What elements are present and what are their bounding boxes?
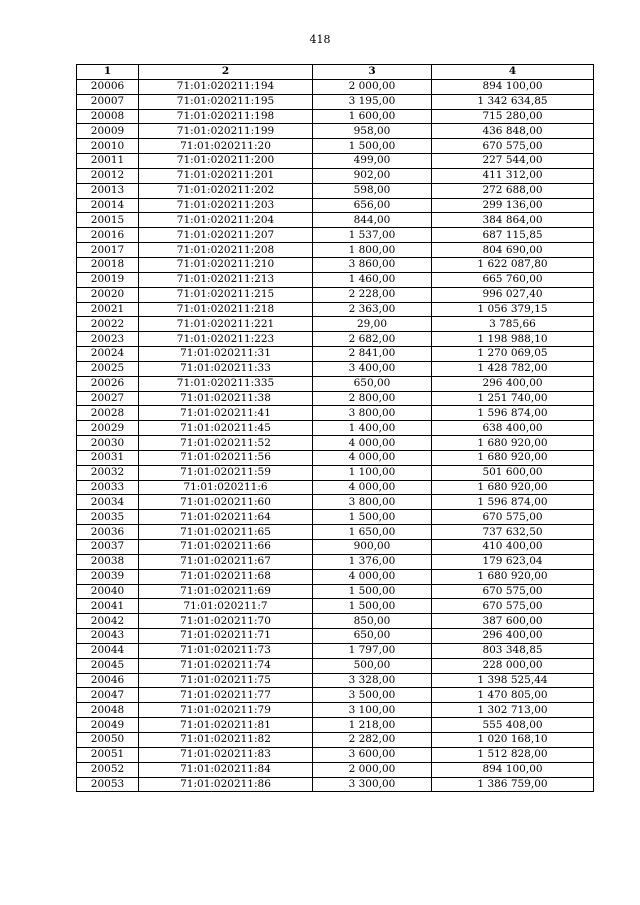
value-cell: 1 270 069,05 xyxy=(432,347,594,362)
cadastral-number-cell: 71:01:020211:203 xyxy=(139,198,313,213)
area-cell: 844,00 xyxy=(313,213,432,228)
row-number-cell: 20031 xyxy=(77,450,139,465)
cadastral-number-cell: 71:01:020211:56 xyxy=(139,450,313,465)
area-cell: 3 860,00 xyxy=(313,257,432,272)
area-cell: 3 500,00 xyxy=(313,688,432,703)
row-number-cell: 20021 xyxy=(77,302,139,317)
row-number-cell: 20018 xyxy=(77,257,139,272)
cadastral-number-cell: 71:01:020211:195 xyxy=(139,94,313,109)
cadastral-number-cell: 71:01:020211:74 xyxy=(139,658,313,673)
value-cell: 1 428 782,00 xyxy=(432,361,594,376)
area-cell: 1 500,00 xyxy=(313,510,432,525)
table-row xyxy=(77,732,594,747)
value-cell: 1 596 874,00 xyxy=(432,406,594,421)
table-body xyxy=(77,79,594,792)
cadastral-number-cell: 71:01:020211:335 xyxy=(139,376,313,391)
area-cell: 2 682,00 xyxy=(313,332,432,347)
value-cell: 1 680 920,00 xyxy=(432,569,594,584)
table-row xyxy=(77,718,594,733)
row-number-cell: 20053 xyxy=(77,777,139,792)
table-row xyxy=(77,139,594,154)
value-cell: 638 400,00 xyxy=(432,421,594,436)
row-number-cell: 20040 xyxy=(77,584,139,599)
table-row xyxy=(77,124,594,139)
cadastral-number-cell: 71:01:020211:73 xyxy=(139,643,313,658)
value-cell: 296 400,00 xyxy=(432,376,594,391)
table-row xyxy=(77,421,594,436)
cadastral-number-cell: 71:01:020211:194 xyxy=(139,79,313,94)
cadastral-number-cell: 71:01:020211:202 xyxy=(139,183,313,198)
column-header-2: 2 xyxy=(139,65,313,80)
row-number-cell: 20037 xyxy=(77,540,139,555)
cadastral-number-cell: 71:01:020211:70 xyxy=(139,614,313,629)
row-number-cell: 20009 xyxy=(77,124,139,139)
table-row xyxy=(77,213,594,228)
row-number-cell: 20024 xyxy=(77,347,139,362)
row-number-cell: 20047 xyxy=(77,688,139,703)
area-cell: 4 000,00 xyxy=(313,436,432,451)
row-number-cell: 20006 xyxy=(77,79,139,94)
table-row xyxy=(77,510,594,525)
table-row xyxy=(77,540,594,555)
cadastral-number-cell: 71:01:020211:71 xyxy=(139,629,313,644)
cadastral-number-cell: 71:01:020211:83 xyxy=(139,747,313,762)
cadastral-number-cell: 71:01:020211:77 xyxy=(139,688,313,703)
table-row xyxy=(77,228,594,243)
area-cell: 902,00 xyxy=(313,168,432,183)
table-row xyxy=(77,302,594,317)
area-cell: 3 400,00 xyxy=(313,361,432,376)
table-row xyxy=(77,569,594,584)
row-number-cell: 20026 xyxy=(77,376,139,391)
value-cell: 894 100,00 xyxy=(432,762,594,777)
value-cell: 411 312,00 xyxy=(432,168,594,183)
value-cell: 3 785,66 xyxy=(432,317,594,332)
cadastral-number-cell: 71:01:020211:84 xyxy=(139,762,313,777)
area-cell: 656,00 xyxy=(313,198,432,213)
value-cell: 1 398 525,44 xyxy=(432,673,594,688)
area-cell: 1 500,00 xyxy=(313,584,432,599)
area-cell: 1 797,00 xyxy=(313,643,432,658)
cadastral-number-cell: 71:01:020211:67 xyxy=(139,554,313,569)
table-row xyxy=(77,747,594,762)
cadastral-number-cell: 71:01:020211:38 xyxy=(139,391,313,406)
area-cell: 3 328,00 xyxy=(313,673,432,688)
cadastral-number-cell: 71:01:020211:31 xyxy=(139,347,313,362)
area-cell: 1 600,00 xyxy=(313,109,432,124)
area-cell: 3 300,00 xyxy=(313,777,432,792)
value-cell: 803 348,85 xyxy=(432,643,594,658)
row-number-cell: 20019 xyxy=(77,272,139,287)
area-cell: 3 800,00 xyxy=(313,406,432,421)
row-number-cell: 20038 xyxy=(77,554,139,569)
value-cell: 1 622 087,80 xyxy=(432,257,594,272)
area-cell: 1 460,00 xyxy=(313,272,432,287)
value-cell: 996 027,40 xyxy=(432,287,594,302)
row-number-cell: 20025 xyxy=(77,361,139,376)
table-row xyxy=(77,79,594,94)
table-row xyxy=(77,643,594,658)
area-cell: 1 400,00 xyxy=(313,421,432,436)
cadastral-number-cell: 71:01:020211:7 xyxy=(139,599,313,614)
row-number-cell: 20045 xyxy=(77,658,139,673)
value-cell: 737 632,50 xyxy=(432,525,594,540)
cadastral-number-cell: 71:01:020211:82 xyxy=(139,732,313,747)
cadastral-number-cell: 71:01:020211:66 xyxy=(139,540,313,555)
value-cell: 715 280,00 xyxy=(432,109,594,124)
value-cell: 665 760,00 xyxy=(432,272,594,287)
area-cell: 1 537,00 xyxy=(313,228,432,243)
area-cell: 1 218,00 xyxy=(313,718,432,733)
table-row xyxy=(77,183,594,198)
row-number-cell: 20050 xyxy=(77,732,139,747)
table-row xyxy=(77,777,594,792)
row-number-cell: 20028 xyxy=(77,406,139,421)
table-row xyxy=(77,168,594,183)
table-row xyxy=(77,614,594,629)
row-number-cell: 20046 xyxy=(77,673,139,688)
cadastral-number-cell: 71:01:020211:6 xyxy=(139,480,313,495)
value-cell: 227 544,00 xyxy=(432,154,594,169)
value-cell: 410 400,00 xyxy=(432,540,594,555)
area-cell: 3 100,00 xyxy=(313,703,432,718)
cadastral-number-cell: 71:01:020211:75 xyxy=(139,673,313,688)
cadastral-number-cell: 71:01:020211:210 xyxy=(139,257,313,272)
area-cell: 850,00 xyxy=(313,614,432,629)
table-row xyxy=(77,109,594,124)
area-cell: 2 000,00 xyxy=(313,79,432,94)
value-cell: 1 386 759,00 xyxy=(432,777,594,792)
cadastral-number-cell: 71:01:020211:69 xyxy=(139,584,313,599)
value-cell: 670 575,00 xyxy=(432,584,594,599)
value-cell: 384 864,00 xyxy=(432,213,594,228)
value-cell: 1 056 379,15 xyxy=(432,302,594,317)
table-row xyxy=(77,287,594,302)
cadastral-number-cell: 71:01:020211:86 xyxy=(139,777,313,792)
cadastral-number-cell: 71:01:020211:60 xyxy=(139,495,313,510)
row-number-cell: 20051 xyxy=(77,747,139,762)
table-row xyxy=(77,688,594,703)
row-number-cell: 20013 xyxy=(77,183,139,198)
cadastral-number-cell: 71:01:020211:68 xyxy=(139,569,313,584)
table-row xyxy=(77,450,594,465)
value-cell: 670 575,00 xyxy=(432,139,594,154)
row-number-cell: 20033 xyxy=(77,480,139,495)
table-row xyxy=(77,376,594,391)
cadastral-number-cell: 71:01:020211:41 xyxy=(139,406,313,421)
table-row xyxy=(77,94,594,109)
cadastral-number-cell: 71:01:020211:81 xyxy=(139,718,313,733)
area-cell: 500,00 xyxy=(313,658,432,673)
table-row xyxy=(77,243,594,258)
area-cell: 1 376,00 xyxy=(313,554,432,569)
table-row xyxy=(77,525,594,540)
area-cell: 598,00 xyxy=(313,183,432,198)
area-cell: 958,00 xyxy=(313,124,432,139)
table-row xyxy=(77,584,594,599)
value-cell: 1 512 828,00 xyxy=(432,747,594,762)
area-cell: 1 500,00 xyxy=(313,599,432,614)
cadastral-number-cell: 71:01:020211:45 xyxy=(139,421,313,436)
table-row xyxy=(77,480,594,495)
area-cell: 650,00 xyxy=(313,376,432,391)
row-number-cell: 20032 xyxy=(77,465,139,480)
area-cell: 1 800,00 xyxy=(313,243,432,258)
row-number-cell: 20020 xyxy=(77,287,139,302)
row-number-cell: 20022 xyxy=(77,317,139,332)
row-number-cell: 20035 xyxy=(77,510,139,525)
table-row xyxy=(77,257,594,272)
row-number-cell: 20041 xyxy=(77,599,139,614)
cadastral-number-cell: 71:01:020211:79 xyxy=(139,703,313,718)
row-number-cell: 20029 xyxy=(77,421,139,436)
value-cell: 272 688,00 xyxy=(432,183,594,198)
value-cell: 1 198 988,10 xyxy=(432,332,594,347)
row-number-cell: 20036 xyxy=(77,525,139,540)
area-cell: 4 000,00 xyxy=(313,480,432,495)
page-number: 418 xyxy=(309,33,331,46)
cadastral-number-cell: 71:01:020211:199 xyxy=(139,124,313,139)
cadastral-number-cell: 71:01:020211:65 xyxy=(139,525,313,540)
cadastral-number-cell: 71:01:020211:201 xyxy=(139,168,313,183)
row-number-cell: 20017 xyxy=(77,243,139,258)
cadastral-number-cell: 71:01:020211:207 xyxy=(139,228,313,243)
row-number-cell: 20007 xyxy=(77,94,139,109)
row-number-cell: 20012 xyxy=(77,168,139,183)
value-cell: 1 680 920,00 xyxy=(432,450,594,465)
table-header-row xyxy=(77,65,594,80)
value-cell: 1 680 920,00 xyxy=(432,480,594,495)
table-row xyxy=(77,406,594,421)
row-number-cell: 20014 xyxy=(77,198,139,213)
area-cell: 499,00 xyxy=(313,154,432,169)
cadastral-number-cell: 71:01:020211:221 xyxy=(139,317,313,332)
row-number-cell: 20030 xyxy=(77,436,139,451)
table-row xyxy=(77,332,594,347)
value-cell: 228 000,00 xyxy=(432,658,594,673)
table-row xyxy=(77,599,594,614)
table-row xyxy=(77,347,594,362)
value-cell: 1 342 634,85 xyxy=(432,94,594,109)
table-row xyxy=(77,465,594,480)
row-number-cell: 20044 xyxy=(77,643,139,658)
value-cell: 299 136,00 xyxy=(432,198,594,213)
value-cell: 179 623,04 xyxy=(432,554,594,569)
table-row xyxy=(77,673,594,688)
cadastral-number-cell: 71:01:020211:59 xyxy=(139,465,313,480)
value-cell: 1 470 805,00 xyxy=(432,688,594,703)
value-cell: 436 848,00 xyxy=(432,124,594,139)
cadastral-number-cell: 71:01:020211:33 xyxy=(139,361,313,376)
column-header-3: 3 xyxy=(313,65,432,80)
cadastral-number-cell: 71:01:020211:213 xyxy=(139,272,313,287)
row-number-cell: 20011 xyxy=(77,154,139,169)
table-row xyxy=(77,436,594,451)
cadastral-number-cell: 71:01:020211:218 xyxy=(139,302,313,317)
table-row xyxy=(77,361,594,376)
row-number-cell: 20048 xyxy=(77,703,139,718)
table-row xyxy=(77,154,594,169)
area-cell: 1 500,00 xyxy=(313,139,432,154)
value-cell: 296 400,00 xyxy=(432,629,594,644)
row-number-cell: 20042 xyxy=(77,614,139,629)
area-cell: 900,00 xyxy=(313,540,432,555)
cadastral-number-cell: 71:01:020211:198 xyxy=(139,109,313,124)
area-cell: 1 100,00 xyxy=(313,465,432,480)
area-cell: 650,00 xyxy=(313,629,432,644)
cadastral-number-cell: 71:01:020211:208 xyxy=(139,243,313,258)
cadastral-number-cell: 71:01:020211:64 xyxy=(139,510,313,525)
area-cell: 1 650,00 xyxy=(313,525,432,540)
value-cell: 1 302 713,00 xyxy=(432,703,594,718)
row-number-cell: 20043 xyxy=(77,629,139,644)
area-cell: 2 000,00 xyxy=(313,762,432,777)
area-cell: 2 800,00 xyxy=(313,391,432,406)
value-cell: 555 408,00 xyxy=(432,718,594,733)
row-number-cell: 20015 xyxy=(77,213,139,228)
value-cell: 670 575,00 xyxy=(432,510,594,525)
table-row xyxy=(77,658,594,673)
row-number-cell: 20052 xyxy=(77,762,139,777)
table-row xyxy=(77,762,594,777)
table-row xyxy=(77,629,594,644)
row-number-cell: 20039 xyxy=(77,569,139,584)
cadastral-number-cell: 71:01:020211:204 xyxy=(139,213,313,228)
row-number-cell: 20010 xyxy=(77,139,139,154)
cadastral-number-cell: 71:01:020211:223 xyxy=(139,332,313,347)
cadastral-number-cell: 71:01:020211:215 xyxy=(139,287,313,302)
area-cell: 2 841,00 xyxy=(313,347,432,362)
cadastral-number-cell: 71:01:020211:200 xyxy=(139,154,313,169)
table-row xyxy=(77,703,594,718)
value-cell: 387 600,00 xyxy=(432,614,594,629)
area-cell: 29,00 xyxy=(313,317,432,332)
table-row xyxy=(77,317,594,332)
area-cell: 4 000,00 xyxy=(313,450,432,465)
row-number-cell: 20027 xyxy=(77,391,139,406)
value-cell: 1 680 920,00 xyxy=(432,436,594,451)
cadastral-number-cell: 71:01:020211:20 xyxy=(139,139,313,154)
value-cell: 670 575,00 xyxy=(432,599,594,614)
row-number-cell: 20023 xyxy=(77,332,139,347)
value-cell: 1 020 168,10 xyxy=(432,732,594,747)
table-row xyxy=(77,495,594,510)
table-row xyxy=(77,198,594,213)
value-cell: 894 100,00 xyxy=(432,79,594,94)
value-cell: 1 251 740,00 xyxy=(432,391,594,406)
area-cell: 3 195,00 xyxy=(313,94,432,109)
row-number-cell: 20016 xyxy=(77,228,139,243)
table-row xyxy=(77,554,594,569)
column-header-4: 4 xyxy=(432,65,594,80)
area-cell: 2 228,00 xyxy=(313,287,432,302)
value-cell: 1 596 874,00 xyxy=(432,495,594,510)
row-number-cell: 20008 xyxy=(77,109,139,124)
area-cell: 2 282,00 xyxy=(313,732,432,747)
cadastral-table xyxy=(76,64,594,792)
value-cell: 501 600,00 xyxy=(432,465,594,480)
column-header-1: 1 xyxy=(77,65,139,80)
table-row xyxy=(77,272,594,287)
cadastral-number-cell: 71:01:020211:52 xyxy=(139,436,313,451)
area-cell: 4 000,00 xyxy=(313,569,432,584)
value-cell: 687 115,85 xyxy=(432,228,594,243)
value-cell: 804 690,00 xyxy=(432,243,594,258)
area-cell: 2 363,00 xyxy=(313,302,432,317)
row-number-cell: 20034 xyxy=(77,495,139,510)
area-cell: 3 600,00 xyxy=(313,747,432,762)
area-cell: 3 800,00 xyxy=(313,495,432,510)
table-row xyxy=(77,391,594,406)
row-number-cell: 20049 xyxy=(77,718,139,733)
